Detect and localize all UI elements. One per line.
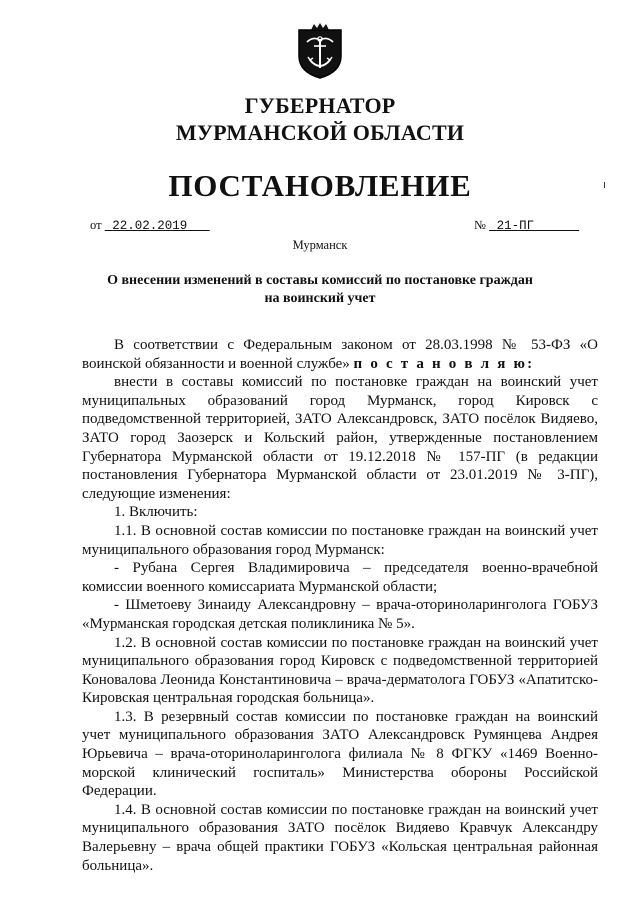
paragraph-5: - Рубана Сергея Владимировича – председателя военно-врачебной комиссии военного комиссариата Мурманской области;	[82, 560, 598, 595]
city: Мурманск	[292, 238, 348, 252]
number-prefix: №	[474, 218, 486, 232]
paragraph-3: 1. Включить:	[114, 504, 198, 521]
number-line	[474, 218, 579, 233]
paragraph-9: 1.4. В основной состав комиссии по постановке граждан на воинский учет муниципального образования ЗАТО посёлок Видяево Кравчук Александру Валерьевну – врача общей практики ГОБУЗ «Кольская центральная районная больница».	[82, 801, 598, 874]
subject-line-1: О внесении изменений в составы комиссий по постановке граждан	[107, 273, 533, 288]
document-type-title: ПОСТАНОВЛЕНИЕ	[168, 168, 472, 203]
paragraph-7: 1.2. В основной состав комиссии по постановке граждан на воинский учет муниципального образования город Кировск с подведомственной территорией Коновалова Леонида Константиновича – врача-дерматолога ГОБУЗ «Апатитско-Кировская центральная городская больница».	[82, 634, 598, 707]
paragraph-2: внести в составы комиссий по постановке граждан на воинский учет муниципальных образований город Мурманск, город Кировск с подведомственной территорией, ЗАТО Александровск, ЗАТО посёлок Видяево, ЗАТО город Заозерск и Кольский район, утвержденные постановлением Губернатора Мурманской области от 19.12.2018 № 157-ПГ (в редакции постановления Губернатора Мурманской области от 23.01.2019 № 3-ПГ), следующие изменения:	[82, 374, 598, 502]
date-prefix: от	[90, 218, 102, 232]
document-subject	[100, 272, 540, 308]
paragraph-4: 1.1. В основной состав комиссии по постановке граждан на воинский учет муниципального образования город Мурманск:	[82, 522, 598, 558]
authority-line-2: МУРМАНСКОЙ ОБЛАСТИ	[175, 120, 465, 145]
document-number: 21-ПГ	[496, 219, 535, 233]
document-body	[82, 336, 598, 875]
paragraph-8: 1.3. В резервный состав комиссии по постановке граждан на воинский учет муниципального образования ЗАТО Александровск Румянцева Андрея Юрьевича – врача-оториноларинголога филиала № 8 ФГКУ «1469 Военно-морской клинический госпиталь» Министерства обороны Российской Федерации.	[82, 708, 598, 800]
authority-line-1: ГУБЕРНАТОР	[244, 93, 396, 118]
subject-line-2: на воинский учет	[264, 291, 376, 306]
decree-keyword: п о с т а н о в л я ю:	[353, 355, 535, 372]
paragraph-1: В соответствии с Федеральным законом от 28.03.1998 № 53-ФЗ «О воинской обязанности и военной службе» п о с т а н о в л я ю:	[82, 337, 598, 372]
scan-mark	[604, 182, 605, 188]
date-line	[90, 218, 210, 233]
paragraph-6: - Шметоеву Зинаиду Александровну – врача-оториноларинголога ГОБУЗ «Мурманская городская детская поликлиника № 5».	[82, 597, 598, 632]
coat-of-arms-icon	[297, 22, 343, 80]
document-date: 22.02.2019	[112, 219, 188, 233]
